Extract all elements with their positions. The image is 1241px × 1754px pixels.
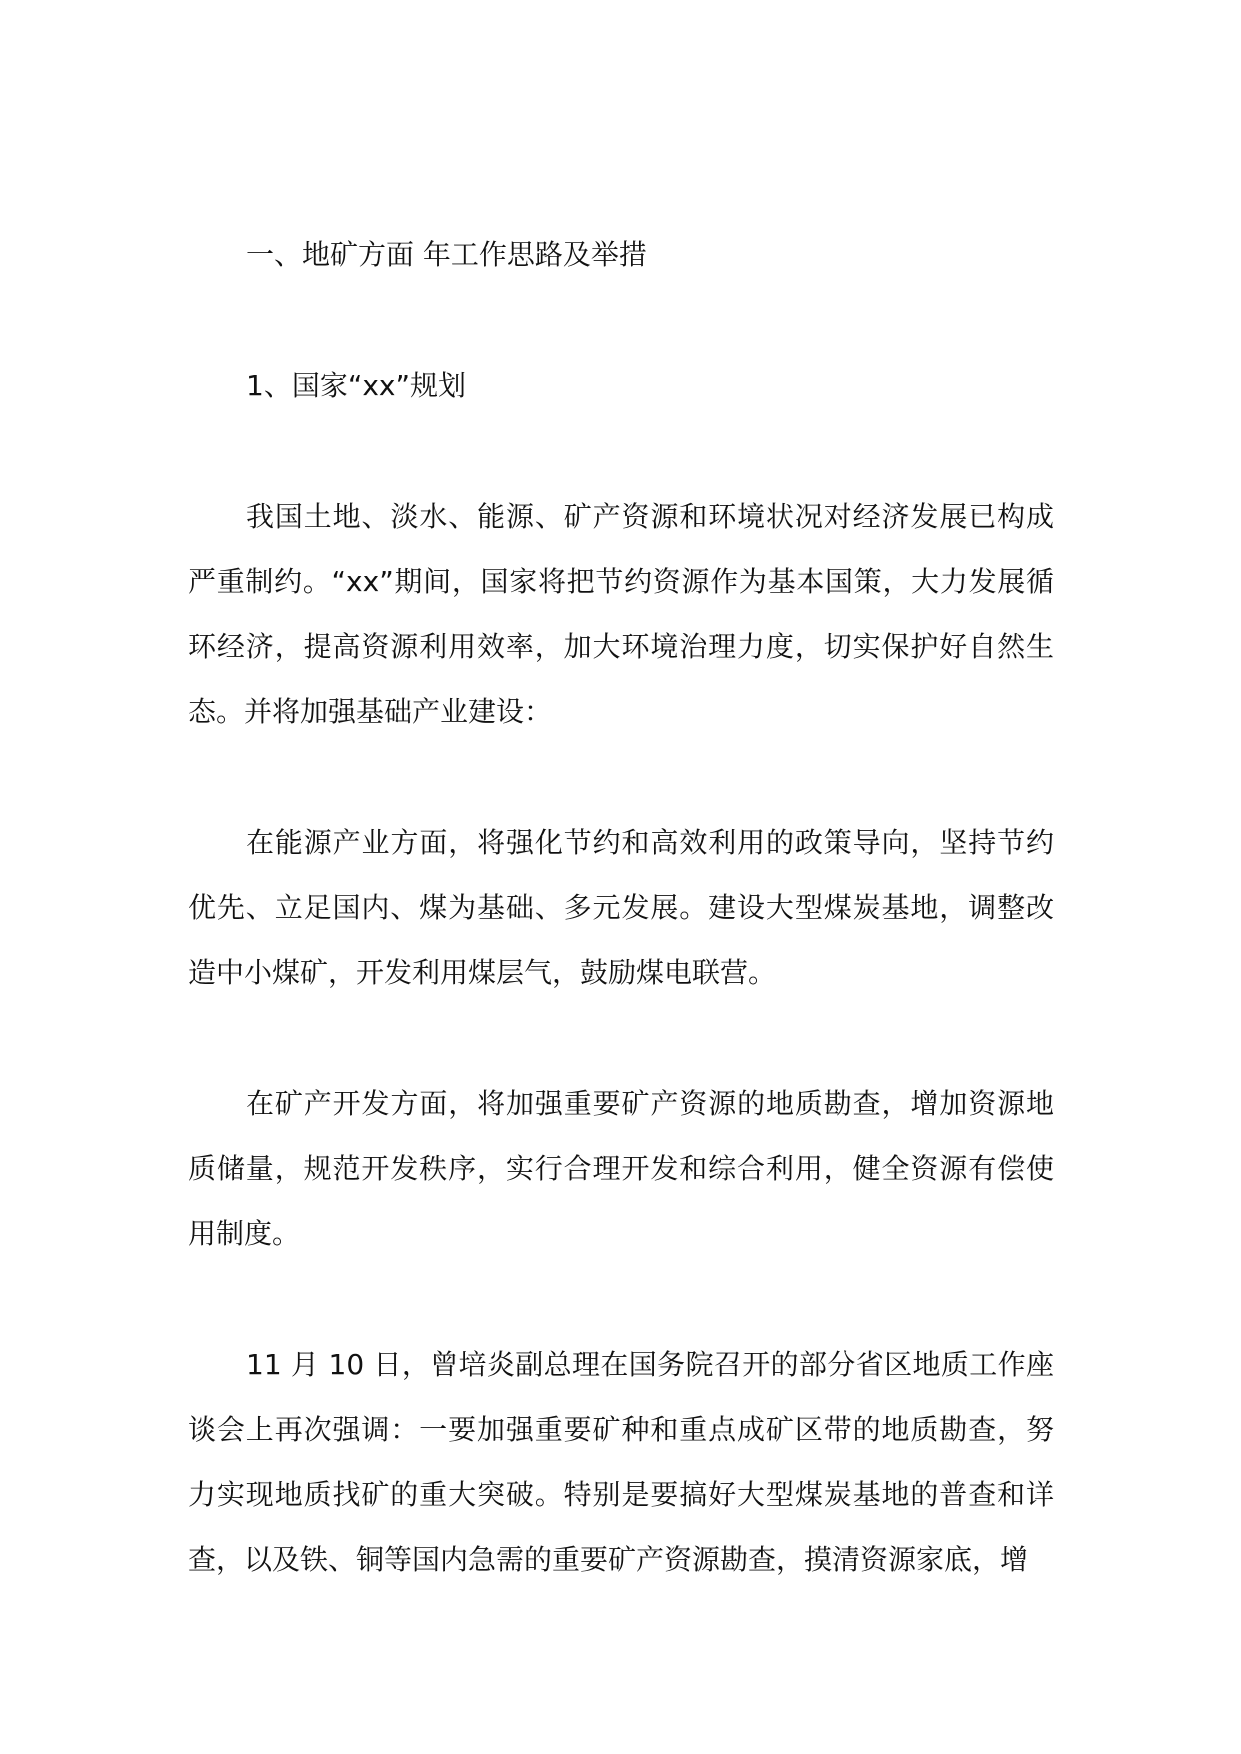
paragraph-meeting: 11 月 10 日，曾培炎副总理在国务院召开的部分省区地质工作座谈会上再次强调：一要加强重要矿种和重点成矿区带的地质勘查，努力实现地质找矿的重大突破。特别是要搞好大型煤炭基地的普查和详查，以及铁、铜等国内急需的重要矿产资源勘查，摸清资源家底，增 — [188, 1348, 1054, 1576]
document-body — [188, 222, 1054, 1592]
paragraph-resources: 我国土地、淡水、能源、矿产资源和环境状况对经济发展已构成严重制约。“xx”期间，国家将把节约资源作为基本国策，大力发展循环经济，提高资源利用效率，加大环境治理力度，切实保护好自然生态。并将加强基础产业建设： — [188, 500, 1054, 728]
paragraph-mining: 在矿产开发方面，将加强重要矿产资源的地质勘查，增加资源地质储量，规范开发秩序，实行合理开发和综合利用，健全资源有偿使用制度。 — [188, 1087, 1054, 1250]
paragraph-energy: 在能源产业方面，将强化节约和高效利用的政策导向，坚持节约优先、立足国内、煤为基础、多元发展。建设大型煤炭基地，调整改造中小煤矿，开发利用煤层气，鼓励煤电联营。 — [188, 826, 1054, 989]
section-heading: 一、地矿方面 年工作思路及举措 — [246, 238, 647, 271]
subsection-heading: 1、国家“xx”规划 — [246, 369, 466, 402]
